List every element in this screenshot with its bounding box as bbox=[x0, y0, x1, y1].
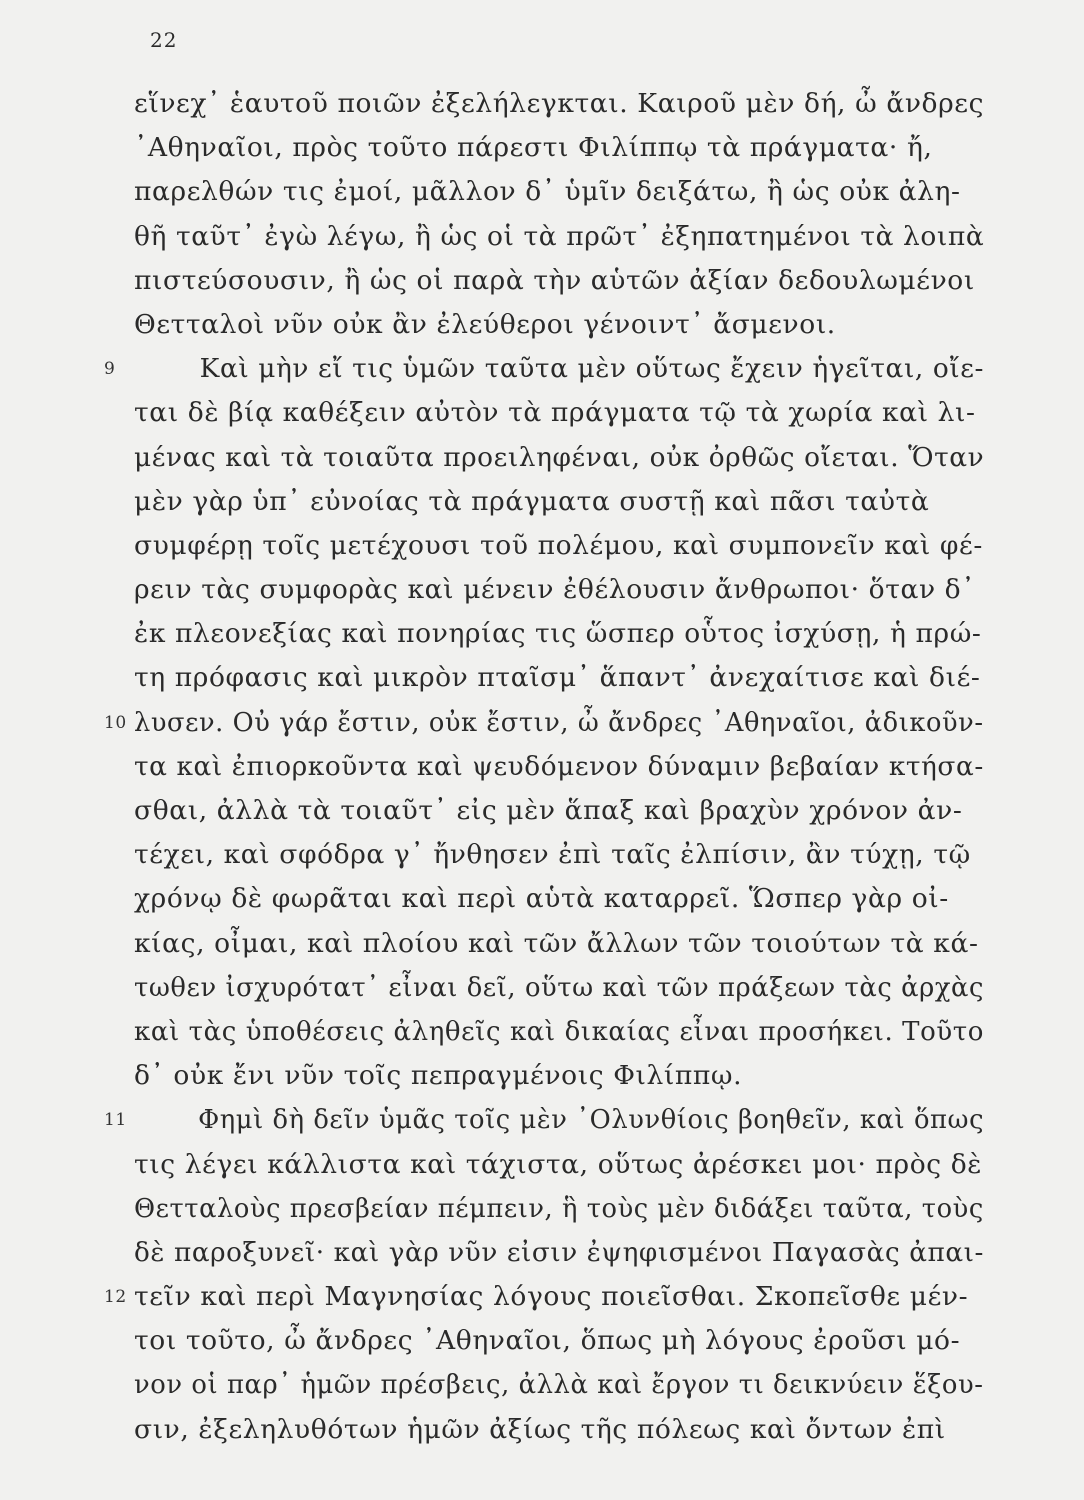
line-text: ται δὲ βίᾳ καθέξειν αὐτὸν τὰ πράγματα τῷ τὰ χωρία καὶ λι- bbox=[134, 397, 976, 429]
line-text: σιν, ἐξεληλυθότων ἡμῶν ἀξίως τῆς πόλεως καὶ ὄντων ἐπὶ bbox=[134, 1413, 946, 1445]
line-text: λυσεν. Οὐ γάρ ἔστιν, οὐκ ἔστιν, ὦ ἄνδρες ᾽Αθηναῖοι, ἀδικοῦν- bbox=[134, 706, 984, 738]
line-text: τέχει, καὶ σφόδρα γ᾽ ἤνθησεν ἐπὶ ταῖς ἐλπίσιν, ἂν τύχῃ, τῷ bbox=[134, 839, 971, 871]
line-text: κίας, οἶμαι, καὶ πλοίου καὶ τῶν ἄλλων τῶν τοιούτων τὰ κά- bbox=[134, 927, 979, 959]
text-line bbox=[134, 877, 984, 921]
text-line bbox=[134, 303, 984, 347]
text-line bbox=[134, 170, 984, 214]
text-line bbox=[134, 1054, 984, 1098]
line-text: ρειν τὰς συμφορὰς καὶ μένειν ἐθέλουσιν ἄνθρωποι· ὅταν δ᾽ bbox=[134, 574, 976, 606]
text-line bbox=[134, 436, 984, 480]
line-text: τη πρόφασις καὶ μικρὸν πταῖσμ᾽ ἅπαντ᾽ ἀνεχαίτισε καὶ διέ- bbox=[134, 662, 981, 694]
text-line bbox=[134, 612, 984, 656]
line-text: παρελθών τις ἐμοί, μᾶλλον δ᾽ ὑμῖν δειξάτω, ἢ ὡς οὐκ ἀλη- bbox=[134, 176, 961, 208]
text-line bbox=[134, 1363, 984, 1407]
line-text: δ᾽ οὐκ ἔνι νῦν τοῖς πεπραγμένοις Φιλίππῳ. bbox=[134, 1060, 743, 1092]
text-line bbox=[134, 215, 984, 259]
text-line bbox=[104, 347, 985, 391]
text-line bbox=[134, 391, 984, 435]
line-text: μένας καὶ τὰ τοιαῦτα προειληφέναι, οὐκ ὀρθῶς οἴεται. Ὅταν bbox=[134, 441, 985, 473]
line-text: καὶ τὰς ὑποθέσεις ἀληθεῖς καὶ δικαίας εἶναι προσήκει. Τοῦτο bbox=[134, 1015, 984, 1047]
text-line bbox=[134, 1143, 984, 1187]
line-text: τεῖν καὶ περὶ Μαγνησίας λόγους ποιεῖσθαι. Σκοπεῖσθε μέν- bbox=[134, 1281, 969, 1313]
text-line bbox=[134, 922, 984, 966]
line-text: ᾽Αθηναῖοι, πρὸς τοῦτο πάρεστι Φιλίππῳ τὰ πράγματα· ἤ, bbox=[134, 132, 933, 164]
text-line bbox=[134, 126, 984, 170]
text-line bbox=[134, 1231, 984, 1275]
line-text: Καὶ μὴν εἴ τις ὑμῶν ταῦτα μὲν οὕτως ἔχειν ἡγεῖται, οἴε- bbox=[199, 353, 985, 385]
line-text: τις λέγει κάλλιστα καὶ τάχιστα, οὕτως ἀρέσκει μοι· πρὸς δὲ bbox=[134, 1148, 983, 1180]
text-line bbox=[134, 524, 984, 568]
line-text: θῆ ταῦτ᾽ ἐγὼ λέγω, ἢ ὡς οἱ τὰ πρῶτ᾽ ἐξηπατημένοι τὰ λοιπὰ bbox=[134, 220, 985, 252]
text-line bbox=[134, 1187, 984, 1231]
text-line bbox=[104, 1098, 985, 1142]
text-line bbox=[134, 1408, 984, 1452]
line-text: σθαι, ἀλλὰ τὰ τοιαῦτ᾽ εἰς μὲν ἅπαξ καὶ βραχὺν χρόνον ἀν- bbox=[134, 795, 963, 826]
line-text: ἐκ πλεονεξίας καὶ πονηρίας τις ὥσπερ οὗτος ἰσχύσῃ, ἡ πρώ- bbox=[134, 618, 982, 650]
line-text: τα καὶ ἐπιορκοῦντα καὶ ψευδόμενον δύναμιν βεβαίαν κτήσα- bbox=[134, 750, 984, 782]
line-text: μὲν γὰρ ὑπ᾽ εὐνοίας τὰ πράγματα συστῇ καὶ πᾶσι ταὐτὰ bbox=[134, 485, 930, 517]
line-text: εἵνεχ᾽ ἑαυτοῦ ποιῶν ἐξελήλεγκται. Καιροῦ μὲν δή, ὦ ἄνδρες bbox=[134, 88, 985, 119]
text-line bbox=[134, 966, 984, 1010]
text-line bbox=[134, 656, 984, 700]
line-text: συμφέρῃ τοῖς μετέχουσι τοῦ πολέμου, καὶ συμπονεῖν καὶ φέ- bbox=[134, 529, 983, 561]
text-line bbox=[134, 1319, 984, 1363]
text-line bbox=[134, 745, 984, 789]
page-number: 22 bbox=[150, 28, 178, 52]
line-text: δὲ παροξυνεῖ· καὶ γὰρ νῦν εἰσιν ἐψηφισμένοι Παγασὰς ἀπαι- bbox=[134, 1236, 985, 1268]
line-text: Θετταλοὺς πρεσβείαν πέμπειν, ἣ τοὺς μὲν διδάξει ταῦτα, τοὺς bbox=[134, 1192, 984, 1224]
text-block bbox=[104, 82, 985, 1452]
text-line bbox=[134, 82, 984, 126]
line-text: χρόνῳ δὲ φωρᾶται καὶ περὶ αὑτὰ καταρρεῖ. Ὥσπερ γὰρ οἰ- bbox=[134, 883, 949, 915]
section-number: 11 bbox=[104, 1110, 127, 1131]
text-line bbox=[134, 259, 984, 303]
line-text: Φημὶ δὴ δεῖν ὑμᾶς τοῖς μὲν ᾽Ολυνθίοις βοηθεῖν, καὶ ὅπως bbox=[198, 1104, 985, 1136]
text-line bbox=[134, 833, 984, 877]
section-number: 12 bbox=[104, 1287, 127, 1308]
text-line bbox=[134, 1010, 984, 1054]
text-line bbox=[134, 568, 984, 612]
line-text: Θετταλοὶ νῦν οὐκ ἂν ἐλεύθεροι γένοιντ᾽ ἄσμενοι. bbox=[134, 308, 836, 340]
section-number: 10 bbox=[104, 712, 127, 733]
line-text: πιστεύσουσιν, ἢ ὡς οἱ παρὰ τὴν αὑτῶν ἀξίαν δεδουλωμένοι bbox=[134, 264, 975, 296]
text-line bbox=[134, 480, 984, 524]
text-line bbox=[104, 701, 984, 745]
line-text: τωθεν ἰσχυρότατ᾽ εἶναι δεῖ, οὕτω καὶ τῶν πράξεων τὰς ἀρχὰς bbox=[134, 971, 985, 1003]
line-text: νον οἱ παρ᾽ ἡμῶν πρέσβεις, ἀλλὰ καὶ ἔργον τι δεικνύειν ἕξου- bbox=[134, 1369, 984, 1401]
text-line bbox=[134, 789, 984, 833]
line-text: τοι τοῦτο, ὦ ἄνδρες ᾽Αθηναῖοι, ὅπως μὴ λόγους ἐροῦσι μό- bbox=[134, 1325, 961, 1357]
section-number: 9 bbox=[104, 359, 116, 380]
text-line bbox=[104, 1275, 984, 1319]
